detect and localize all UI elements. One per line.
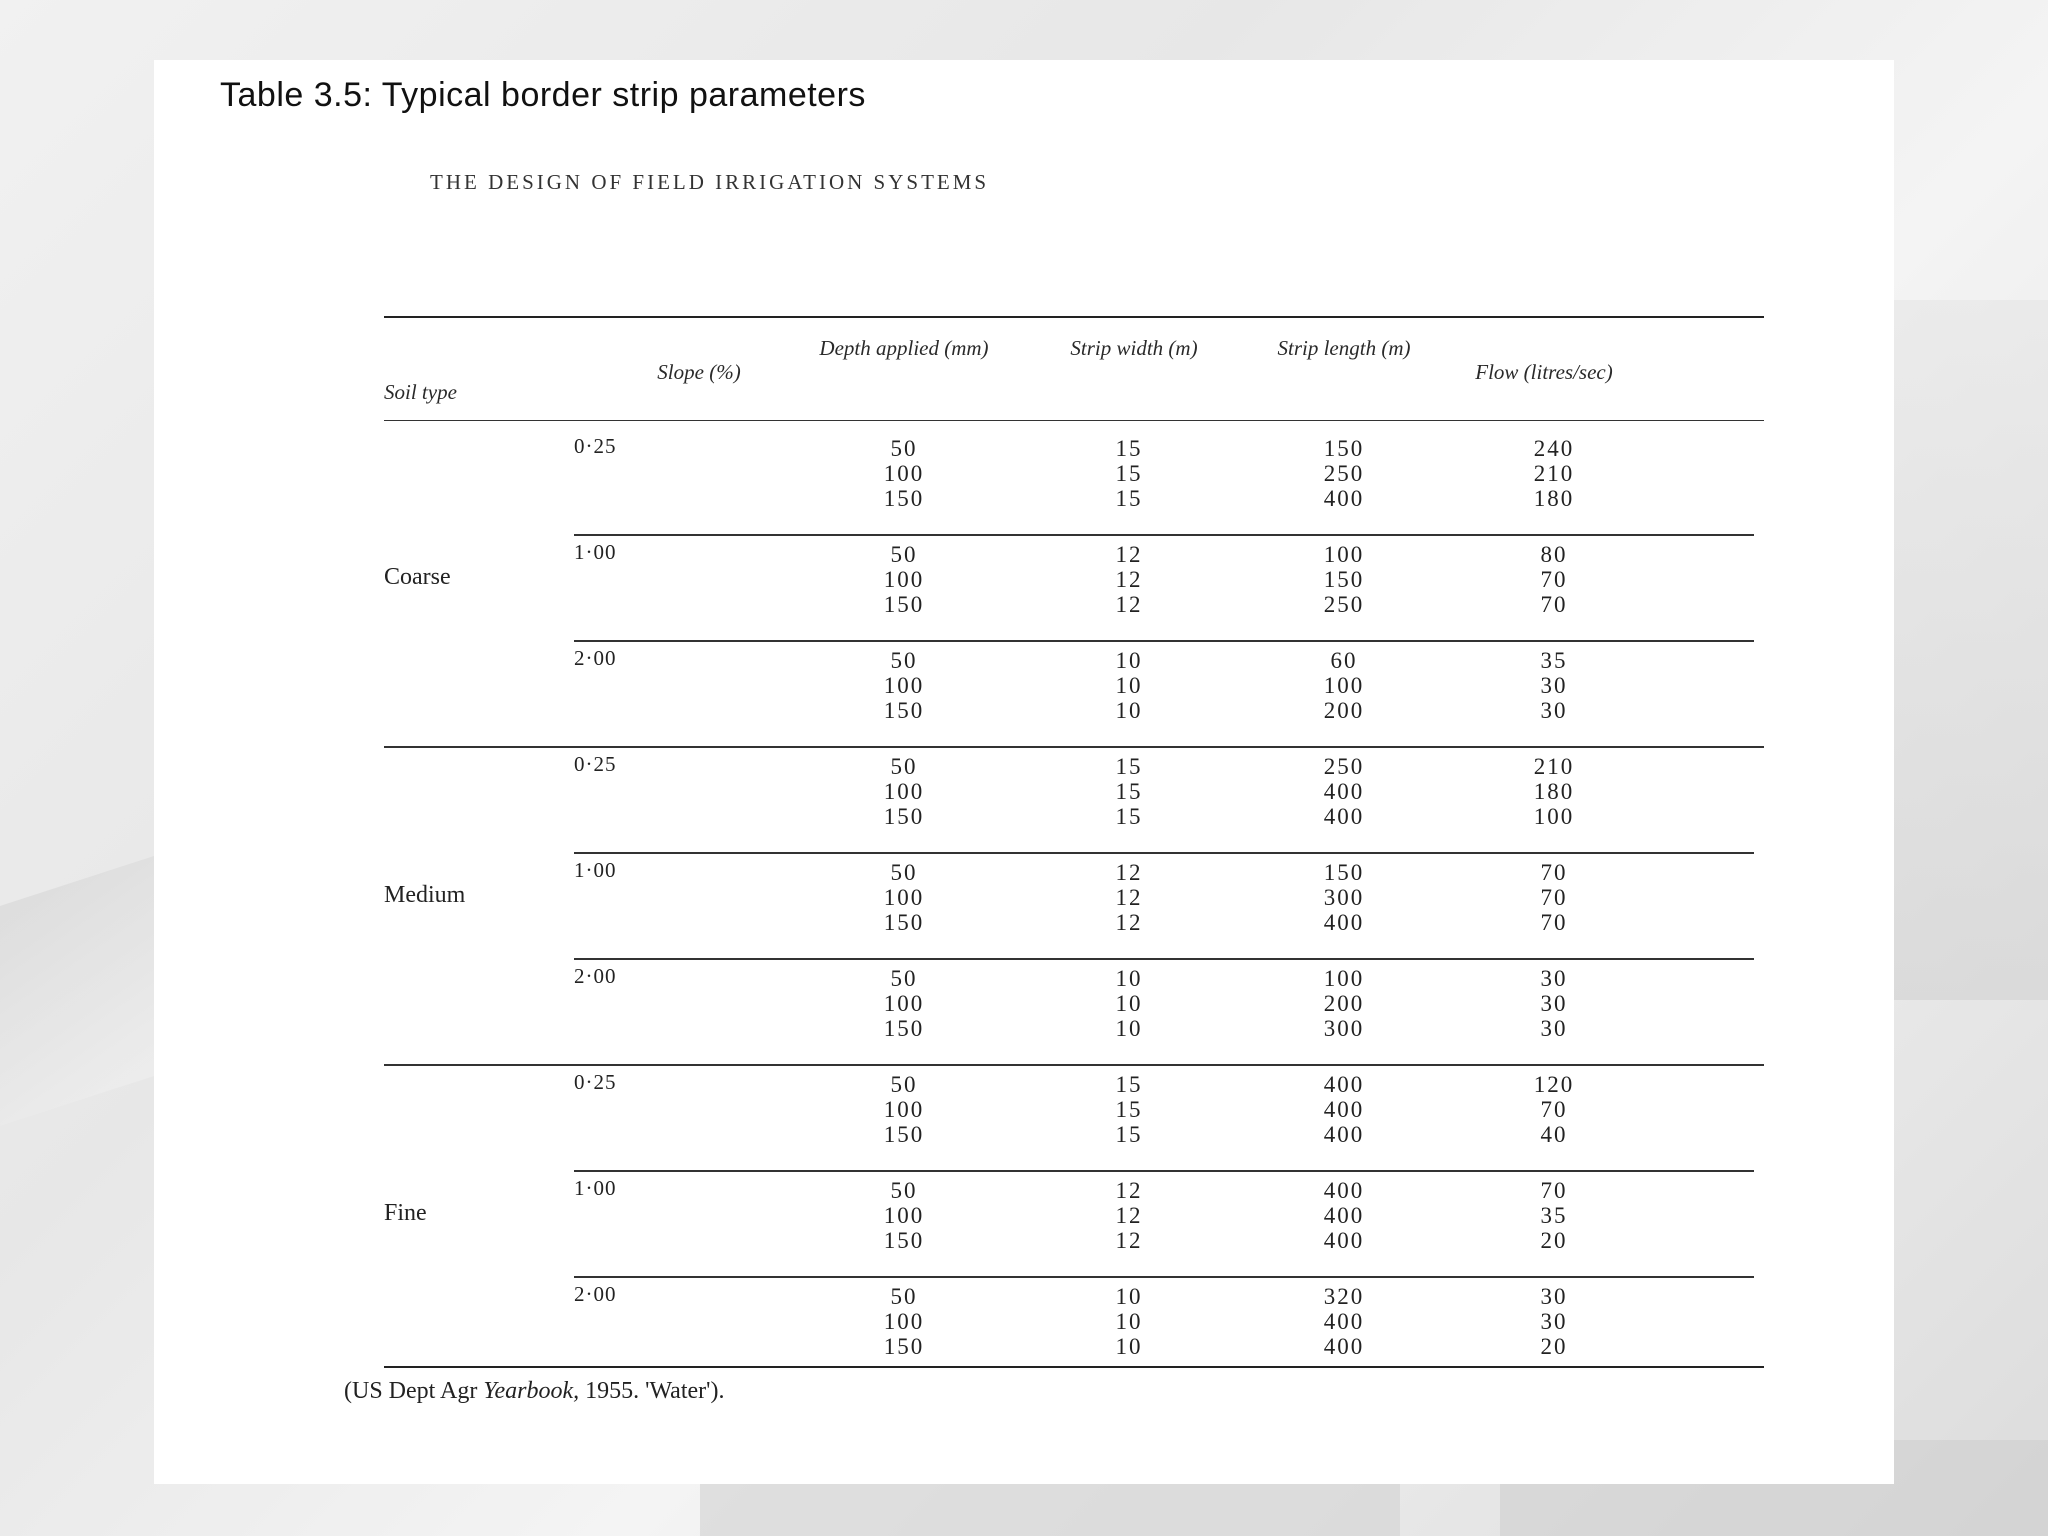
- cell-depth: [834, 436, 974, 511]
- width-value: 12: [1115, 1178, 1143, 1203]
- slope-value: 2·00: [574, 964, 617, 988]
- background-shape: [0, 854, 160, 1126]
- flow-value: 70: [1540, 860, 1568, 885]
- cell-flow: [1484, 966, 1624, 1041]
- length-value: 250: [1323, 754, 1365, 779]
- cell-flow: [1484, 754, 1624, 829]
- length-value: 400: [1323, 1178, 1365, 1203]
- slope-value: 1·00: [574, 540, 617, 564]
- cell-depth: [834, 648, 974, 723]
- length-value: 400: [1323, 910, 1365, 935]
- width-value: 12: [1115, 542, 1143, 567]
- depth-value: 100: [883, 1203, 925, 1228]
- width-value: 15: [1115, 486, 1143, 511]
- length-value: 100: [1323, 966, 1365, 991]
- flow-value: 180: [1533, 779, 1575, 804]
- depth-value: 100: [883, 567, 925, 592]
- width-value: 15: [1115, 1097, 1143, 1122]
- slope-value: 0·25: [574, 1070, 617, 1094]
- slope-value: 0·25: [574, 752, 617, 776]
- slope-value: 1·00: [574, 1176, 617, 1200]
- flow-value: 80: [1540, 542, 1568, 567]
- depth-value: 150: [883, 592, 925, 617]
- depth-value: 150: [883, 1016, 925, 1041]
- header-strip-width: Strip width (m): [1070, 336, 1198, 360]
- cell-flow: [1484, 860, 1624, 935]
- slope-value: 2·00: [574, 646, 617, 670]
- flow-value: 70: [1540, 885, 1568, 910]
- depth-value: 150: [883, 804, 925, 829]
- depth-value: 100: [883, 885, 925, 910]
- length-value: 400: [1323, 1334, 1365, 1359]
- cell-width: [1074, 966, 1184, 1041]
- cell-flow: [1484, 436, 1624, 511]
- depth-value: 150: [883, 486, 925, 511]
- cell-depth: [834, 1284, 974, 1359]
- width-value: 15: [1115, 804, 1143, 829]
- header-soil-type: Soil type: [384, 380, 457, 404]
- flow-value: 70: [1540, 592, 1568, 617]
- width-value: 12: [1115, 885, 1143, 910]
- width-value: 10: [1115, 1284, 1143, 1309]
- width-value: 12: [1115, 860, 1143, 885]
- cell-flow: [1484, 648, 1624, 723]
- cell-flow: [1484, 542, 1624, 617]
- length-value: 400: [1323, 1072, 1365, 1097]
- length-value: 60: [1330, 648, 1358, 673]
- flow-value: 70: [1540, 567, 1568, 592]
- flow-value: 120: [1533, 1072, 1575, 1097]
- depth-value: 150: [883, 910, 925, 935]
- soil-type-label: Coarse: [384, 564, 451, 590]
- slope-value: 0·25: [574, 434, 617, 458]
- length-value: 150: [1323, 860, 1365, 885]
- cell-width: [1074, 436, 1184, 511]
- group-rule: [384, 746, 1764, 748]
- length-value: 400: [1323, 1122, 1365, 1147]
- row-rule: [574, 958, 1754, 960]
- width-value: 12: [1115, 910, 1143, 935]
- header-strip-length: Strip length (m): [1277, 336, 1411, 360]
- flow-value: 20: [1540, 1334, 1568, 1359]
- source-prefix: (US Dept Agr: [344, 1378, 484, 1404]
- flow-value: 210: [1533, 754, 1575, 779]
- row-rule: [574, 852, 1754, 854]
- depth-value: 100: [883, 991, 925, 1016]
- length-value: 250: [1323, 592, 1365, 617]
- flow-value: 70: [1540, 910, 1568, 935]
- row-rule: [574, 1170, 1754, 1172]
- cell-length: [1274, 1178, 1414, 1253]
- slope-value: 2·00: [574, 1282, 617, 1306]
- depth-value: 150: [883, 1334, 925, 1359]
- length-value: 400: [1323, 804, 1365, 829]
- cell-depth: [834, 542, 974, 617]
- length-value: 250: [1323, 461, 1365, 486]
- length-value: 200: [1323, 698, 1365, 723]
- cell-width: [1074, 1072, 1184, 1147]
- depth-value: 50: [890, 648, 918, 673]
- depth-value: 100: [883, 461, 925, 486]
- flow-value: 30: [1540, 1284, 1568, 1309]
- width-value: 15: [1115, 1072, 1143, 1097]
- depth-value: 100: [883, 1309, 925, 1334]
- cell-length: [1274, 1072, 1414, 1147]
- cell-depth: [834, 1178, 974, 1253]
- depth-value: 150: [883, 698, 925, 723]
- flow-value: 30: [1540, 966, 1568, 991]
- length-value: 150: [1323, 436, 1365, 461]
- depth-value: 50: [890, 1178, 918, 1203]
- header-bottom-rule: [384, 420, 1764, 421]
- width-value: 10: [1115, 1334, 1143, 1359]
- length-value: 200: [1323, 991, 1365, 1016]
- table-bottom-rule: [384, 1366, 1764, 1368]
- cell-flow: [1484, 1072, 1624, 1147]
- width-value: 10: [1115, 698, 1143, 723]
- width-value: 15: [1115, 461, 1143, 486]
- depth-value: 100: [883, 779, 925, 804]
- depth-value: 150: [883, 1122, 925, 1147]
- width-value: 10: [1115, 673, 1143, 698]
- source-note: [344, 1378, 724, 1405]
- soil-type-label: Fine: [384, 1200, 427, 1226]
- depth-value: 50: [890, 542, 918, 567]
- width-value: 12: [1115, 567, 1143, 592]
- depth-value: 50: [890, 966, 918, 991]
- length-value: 400: [1323, 1228, 1365, 1253]
- length-value: 400: [1323, 1309, 1365, 1334]
- width-value: 15: [1115, 1122, 1143, 1147]
- cell-length: [1274, 436, 1414, 511]
- flow-value: 70: [1540, 1178, 1568, 1203]
- table-title: Table 3.5: Typical border strip parameters: [220, 76, 866, 114]
- group-rule: [384, 1064, 1764, 1066]
- depth-value: 50: [890, 754, 918, 779]
- cell-width: [1074, 1178, 1184, 1253]
- depth-value: 50: [890, 436, 918, 461]
- width-value: 12: [1115, 592, 1143, 617]
- cell-width: [1074, 1284, 1184, 1359]
- depth-value: 150: [883, 1228, 925, 1253]
- flow-value: 30: [1540, 1309, 1568, 1334]
- flow-value: 70: [1540, 1097, 1568, 1122]
- header-flow: Flow (litres/sec): [1475, 360, 1613, 384]
- cell-length: [1274, 860, 1414, 935]
- flow-value: 35: [1540, 648, 1568, 673]
- length-value: 400: [1323, 486, 1365, 511]
- length-value: 300: [1323, 885, 1365, 910]
- cell-width: [1074, 754, 1184, 829]
- length-value: 400: [1323, 1203, 1365, 1228]
- running-head: THE DESIGN OF FIELD IRRIGATION SYSTEMS: [430, 170, 990, 194]
- row-rule: [574, 534, 1754, 536]
- depth-value: 50: [890, 860, 918, 885]
- width-value: 12: [1115, 1203, 1143, 1228]
- width-value: 10: [1115, 991, 1143, 1016]
- cell-length: [1274, 1284, 1414, 1359]
- background-shape: [700, 1480, 1400, 1536]
- length-value: 150: [1323, 567, 1365, 592]
- cell-flow: [1484, 1284, 1624, 1359]
- cell-depth: [834, 1072, 974, 1147]
- flow-value: 100: [1533, 804, 1575, 829]
- flow-value: 240: [1533, 436, 1575, 461]
- flow-value: 210: [1533, 461, 1575, 486]
- width-value: 15: [1115, 779, 1143, 804]
- cell-width: [1074, 542, 1184, 617]
- header-slope: Slope (%): [657, 360, 741, 384]
- table-top-rule: [384, 316, 1764, 318]
- flow-value: 35: [1540, 1203, 1568, 1228]
- slope-value: 1·00: [574, 858, 617, 882]
- background-shape: [1880, 300, 2048, 1000]
- flow-value: 20: [1540, 1228, 1568, 1253]
- cell-length: [1274, 542, 1414, 617]
- source-suffix: 1955. 'Water').: [579, 1378, 725, 1404]
- cell-width: [1074, 648, 1184, 723]
- cell-depth: [834, 966, 974, 1041]
- width-value: 15: [1115, 436, 1143, 461]
- flow-value: 30: [1540, 673, 1568, 698]
- cell-width: [1074, 860, 1184, 935]
- flow-value: 30: [1540, 1016, 1568, 1041]
- source-italic: Yearbook,: [483, 1378, 580, 1404]
- width-value: 12: [1115, 1228, 1143, 1253]
- length-value: 320: [1323, 1284, 1365, 1309]
- flow-value: 180: [1533, 486, 1575, 511]
- length-value: 400: [1323, 1097, 1365, 1122]
- length-value: 300: [1323, 1016, 1365, 1041]
- cell-length: [1274, 648, 1414, 723]
- header-depth-applied: Depth applied (mm): [819, 336, 989, 360]
- cell-depth: [834, 754, 974, 829]
- cell-depth: [834, 860, 974, 935]
- depth-value: 50: [890, 1284, 918, 1309]
- cell-length: [1274, 966, 1414, 1041]
- depth-value: 100: [883, 1097, 925, 1122]
- flow-value: 40: [1540, 1122, 1568, 1147]
- depth-value: 100: [883, 673, 925, 698]
- soil-type-label: Medium: [384, 882, 466, 908]
- length-value: 100: [1323, 542, 1365, 567]
- width-value: 10: [1115, 648, 1143, 673]
- width-value: 10: [1115, 1309, 1143, 1334]
- length-value: 100: [1323, 673, 1365, 698]
- flow-value: 30: [1540, 698, 1568, 723]
- width-value: 15: [1115, 754, 1143, 779]
- flow-value: 30: [1540, 991, 1568, 1016]
- row-rule: [574, 1276, 1754, 1278]
- row-rule: [574, 640, 1754, 642]
- width-value: 10: [1115, 966, 1143, 991]
- depth-value: 50: [890, 1072, 918, 1097]
- width-value: 10: [1115, 1016, 1143, 1041]
- cell-flow: [1484, 1178, 1624, 1253]
- length-value: 400: [1323, 779, 1365, 804]
- cell-length: [1274, 754, 1414, 829]
- document-page: [154, 60, 1894, 1484]
